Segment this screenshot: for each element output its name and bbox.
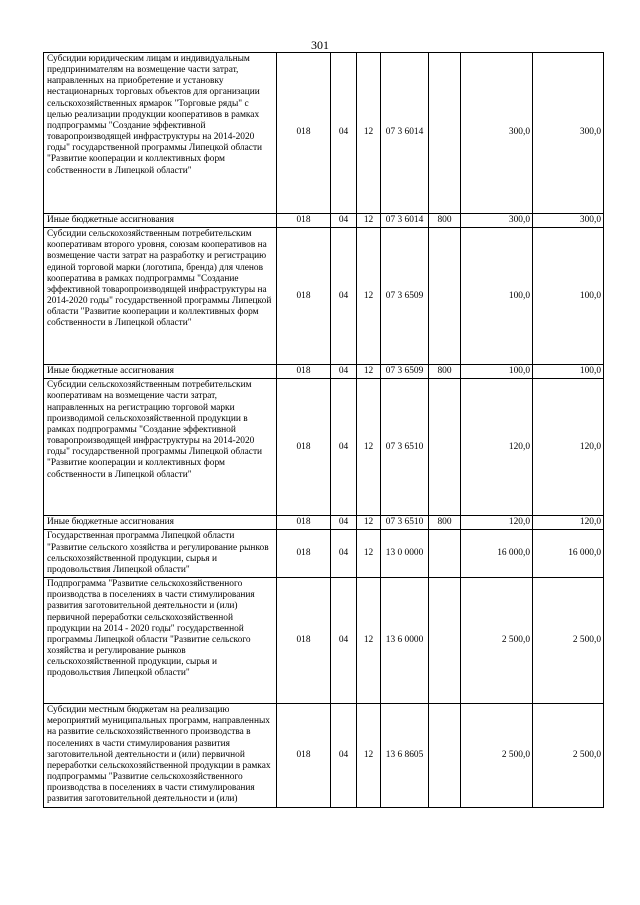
table-row	[44, 530, 604, 578]
target-article-code: 13 6 0000	[381, 578, 429, 704]
expense-type-code	[429, 53, 461, 214]
expense-type-code	[429, 578, 461, 704]
target-article-code: 07 3 6510	[381, 516, 429, 530]
subsection-code: 12	[357, 379, 381, 516]
ved-code: 018	[277, 228, 331, 365]
table-row	[44, 214, 604, 228]
target-article-code: 13 0 0000	[381, 530, 429, 578]
expense-type-code: 800	[429, 365, 461, 379]
section-code: 04	[331, 578, 357, 704]
table-row	[44, 516, 604, 530]
budget-table	[43, 52, 604, 808]
item-name: Субсидии сельскохозяйственным потребительским кооперативам на возмещение части затрат, направленных на регистрацию торговой марки производимой сельскохозяйственной продукции в рамках подпрограммы "Создание эффективной товаропроизводящей инфраструктуры на 2014-2020 годы" государственной программы Липецкой области "Развитие кооперации и коллективных форм собственности в Липецкой области"	[44, 379, 277, 516]
item-name: Подпрограмма "Развитие сельскохозяйственного производства в поселениях в части стимулирования развития заготовительной деятельности и (или) первичной переработки сельскохозяйственной продукции на 2014 - 2020 годы" государственной программы Липецкой области "Развитие сельского хозяйства и регулирование рынков сельскохозяйственной продукции, сырья и продовольствия Липецкой области"	[44, 578, 277, 704]
amount-year-1: 120,0	[461, 516, 533, 530]
section-code: 04	[331, 365, 357, 379]
amount-year-2: 100,0	[533, 228, 604, 365]
section-code: 04	[331, 379, 357, 516]
table-row	[44, 228, 604, 365]
section-code: 04	[331, 214, 357, 228]
expense-type-code: 800	[429, 214, 461, 228]
ved-code: 018	[277, 214, 331, 228]
subsection-code: 12	[357, 530, 381, 578]
item-name: Иные бюджетные ассигнования	[44, 365, 277, 379]
ved-code: 018	[277, 530, 331, 578]
subsection-code: 12	[357, 365, 381, 379]
subsection-code: 12	[357, 704, 381, 807]
section-code: 04	[331, 704, 357, 807]
ved-code: 018	[277, 704, 331, 807]
page-number: 301	[311, 38, 329, 52]
item-name: Иные бюджетные ассигнования	[44, 516, 277, 530]
amount-year-1: 120,0	[461, 379, 533, 516]
table-body	[44, 53, 604, 808]
table-row	[44, 365, 604, 379]
table-row	[44, 704, 604, 807]
expense-type-code	[429, 704, 461, 807]
amount-year-2: 2 500,0	[533, 578, 604, 704]
item-name: Субсидии юридическим лицам и индивидуальным предпринимателям на возмещение части затрат, направленных на приобретение и установку нестационарных торговых объектов для организации сельскохозяйственных ярмарок "Торговые ряды" с целью реализации продукции кооперативов в рамках подпрограммы "Создание эффективной товаропроизводящей инфраструктуры на 2014-2020 годы" государственной программы Липецкой области "Развитие кооперации и коллективных форм собственности в Липецкой области"	[44, 53, 277, 214]
expense-type-code: 800	[429, 516, 461, 530]
amount-year-1: 300,0	[461, 214, 533, 228]
item-name: Иные бюджетные ассигнования	[44, 214, 277, 228]
target-article-code: 07 3 6509	[381, 228, 429, 365]
amount-year-2: 120,0	[533, 379, 604, 516]
section-code: 04	[331, 530, 357, 578]
amount-year-2: 16 000,0	[533, 530, 604, 578]
subsection-code: 12	[357, 214, 381, 228]
amount-year-1: 100,0	[461, 365, 533, 379]
table-row	[44, 578, 604, 704]
table-row	[44, 379, 604, 516]
expense-type-code	[429, 379, 461, 516]
subsection-code: 12	[357, 53, 381, 214]
amount-year-1: 300,0	[461, 53, 533, 214]
section-code: 04	[331, 53, 357, 214]
item-name: Государственная программа Липецкой области "Развитие сельского хозяйства и регулирование рынков сельскохозяйственной продукции, сырья и продовольствия Липецкой области"	[44, 530, 277, 578]
amount-year-1: 16 000,0	[461, 530, 533, 578]
subsection-code: 12	[357, 516, 381, 530]
ved-code: 018	[277, 516, 331, 530]
item-name: Субсидии местным бюджетам на реализацию мероприятий муниципальных программ, направленных на развитие сельскохозяйственного производства в поселениях в части стимулирования развития заготовительной деятельности и (или) первичной переработки сельскохозяйственной продукции в рамках подпрограммы "Развитие сельскохозяйственного производства в поселениях в части стимулирования развития заготовительной деятельности и (или)	[44, 704, 277, 807]
section-code: 04	[331, 228, 357, 365]
amount-year-1: 100,0	[461, 228, 533, 365]
target-article-code: 07 3 6510	[381, 379, 429, 516]
amount-year-2: 2 500,0	[533, 704, 604, 807]
subsection-code: 12	[357, 228, 381, 365]
amount-year-2: 300,0	[533, 53, 604, 214]
amount-year-1: 2 500,0	[461, 704, 533, 807]
target-article-code: 07 3 6014	[381, 214, 429, 228]
ved-code: 018	[277, 379, 331, 516]
amount-year-1: 2 500,0	[461, 578, 533, 704]
amount-year-2: 100,0	[533, 365, 604, 379]
expense-type-code	[429, 228, 461, 365]
ved-code: 018	[277, 365, 331, 379]
item-name: Субсидии сельскохозяйственным потребительским кооперативам второго уровня, союзам кооперативов на возмещение части затрат на разработку и регистрацию единой торговой марки (логотипа, бренда) для членов кооператива в рамках подпрограммы "Создание эффективной товаропроизводящей инфраструктуры на 2014-2020 годы" государственной программы Липецкой области "Развитие кооперации и коллективных форм собственности в Липецкой области"	[44, 228, 277, 365]
expense-type-code	[429, 530, 461, 578]
amount-year-2: 300,0	[533, 214, 604, 228]
table-row	[44, 53, 604, 214]
ved-code: 018	[277, 578, 331, 704]
amount-year-2: 120,0	[533, 516, 604, 530]
ved-code: 018	[277, 53, 331, 214]
target-article-code: 13 6 8605	[381, 704, 429, 807]
target-article-code: 07 3 6014	[381, 53, 429, 214]
section-code: 04	[331, 516, 357, 530]
subsection-code: 12	[357, 578, 381, 704]
target-article-code: 07 3 6509	[381, 365, 429, 379]
